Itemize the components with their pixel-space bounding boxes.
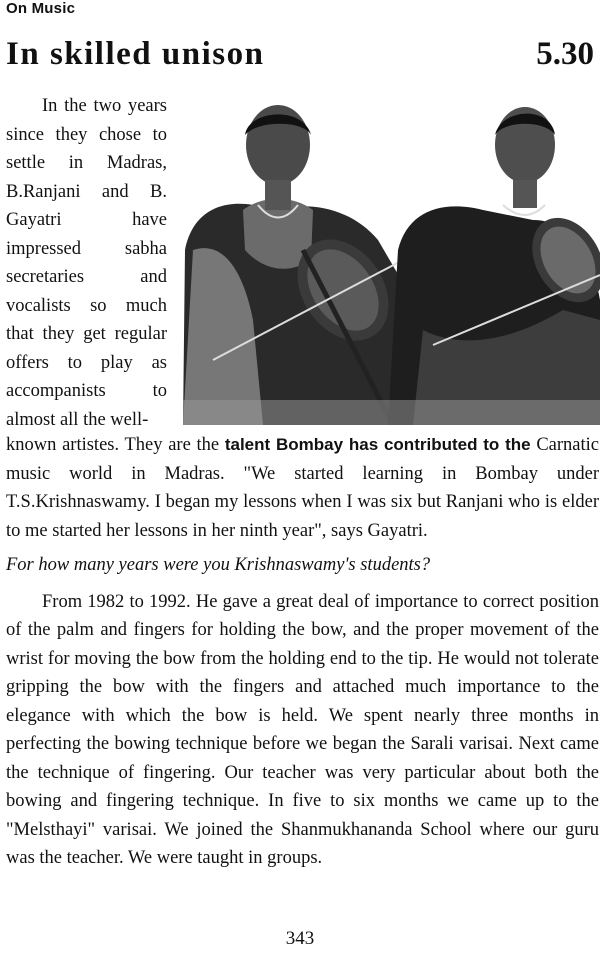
interview-answer: From 1982 to 1992. He gave a great deal of importance to correct position of the palm and fingers for holding the bow, and the proper movement of the wrist for moving the bow from the holding end to the tip. He would not tolerate gripping the bow with the fingers and attached much importance to the elegance with which the bow is held. We spent nearly three months in perfecting the bowing technique before we began the Sarali varisai. Next came the technique of fingering. Our teacher was very particular about both the bowing and fingering technique. In five to six months we came up to the "Melsthayi" varisai. We joined the Shanmukhananda School where our guru was the teacher. We were taught in groups. [6, 591, 599, 868]
interview-question: For how many years were you Krishnaswamy's students? [6, 555, 431, 575]
lead-paragraph: In the two years since they chose to settle in Madras, B.Ranjani and B. Gayatri have impressed sabha secretaries and vocalists so much that they get regular offers to play as accompanists to almost all the well- [6, 96, 167, 430]
continuation-text-a: known artistes. They are the [6, 435, 225, 455]
emphasized-text: talent Bombay has contributed to the [224, 435, 531, 454]
continuation-text-b: Carnatic music world in Madras. "We started learning in Bombay under T.S.Krishnaswamy. I began my lessons when I was six but Ranjani who is elder to me started her lessons in her ninth year", says Gayatri. [6, 435, 600, 541]
violinists-photo [183, 100, 600, 425]
continuation-paragraph [6, 431, 599, 545]
body-text [6, 431, 599, 873]
page-reference: 5.30 [536, 36, 594, 72]
lead-column [6, 92, 167, 434]
page-number: 343 [285, 928, 315, 949]
running-head: On Music [6, 0, 76, 17]
photo-illustration [183, 100, 600, 425]
article-title: In skilled unison [6, 36, 265, 72]
